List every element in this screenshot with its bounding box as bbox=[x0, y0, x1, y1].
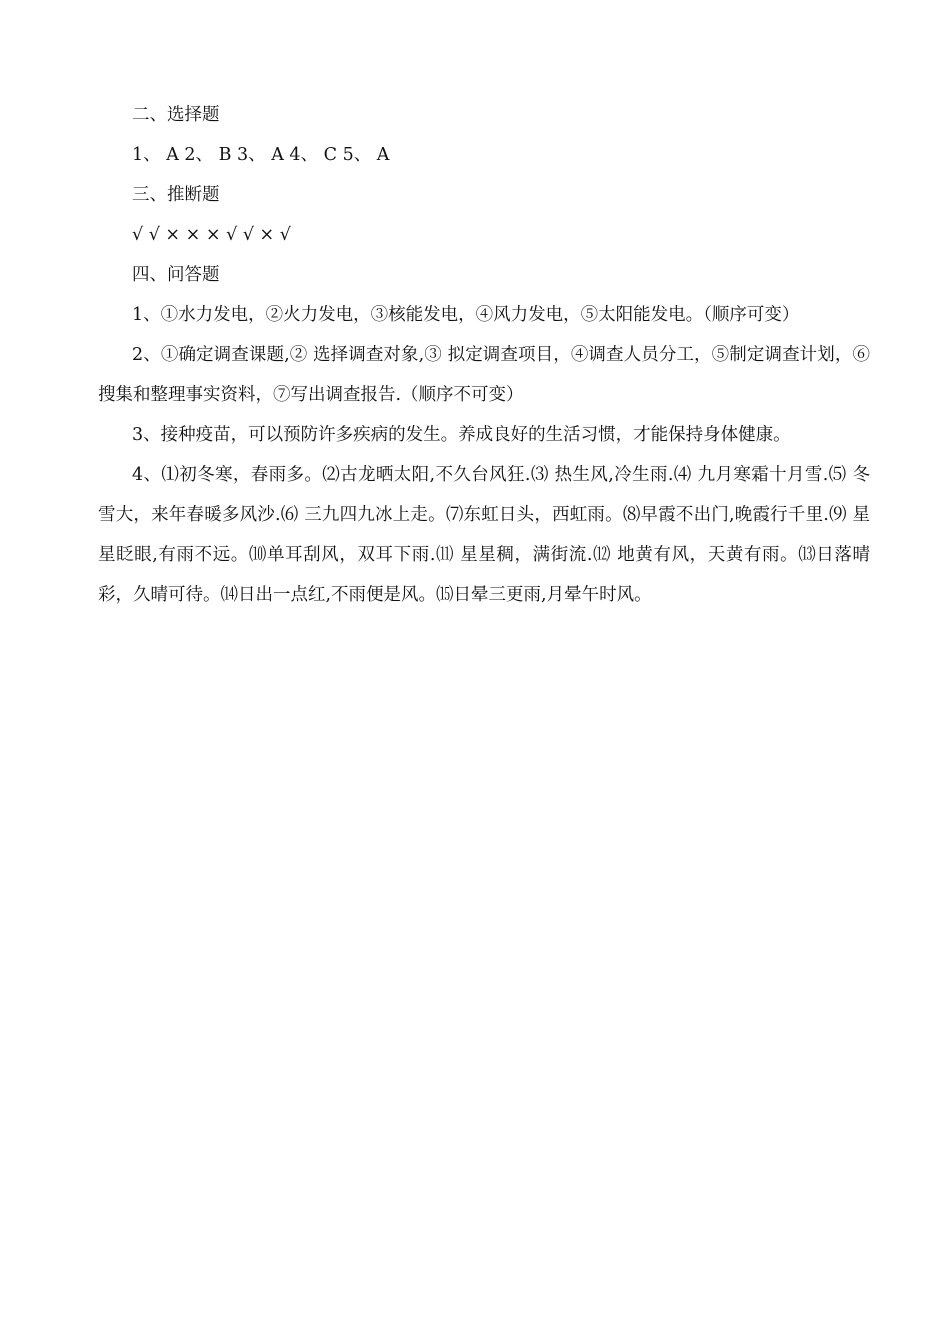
short-answer-1: 1、①水力发电，②火力发电，③核能发电，④风力发电，⑤太阳能发电。（顺序可变） bbox=[132, 305, 800, 325]
section-heading-multiple-choice: 二、选择题 bbox=[132, 105, 220, 125]
short-answer-2: 2、①确定调查课题,② 选择调查对象,③ 拟定调查项目，④调查人员分工，⑤制定调查计划，⑥搜集和整理事实资料，⑦写出调查报告.（顺序不可变） bbox=[98, 345, 870, 405]
multiple-choice-answers: 1、 A 2、 B 3、 A 4、 C 5、 A bbox=[132, 145, 390, 165]
short-answer-4: 4、⑴初冬寒，春雨多。⑵古龙晒太阳,不久台风狂.⑶ 热生风,冷生雨.⑷ 九月寒霜十月雪.⑸ 冬雪大，来年春暖多风沙.⑹ 三九四九冰上走。⑺东虹日头，西虹雨。⑻早霞不出门,晚霞行千里.⑼ 星星眨眼,有雨不远。⑽单耳刮风，双耳下雨.⑾ 星星稠，满街流.⑿ 地黄有风，天黄有雨。⒀日落晴彩，久晴可待。⒁日出一点红,不雨便是风。⒂日晕三更雨,月晕午时风。 bbox=[98, 465, 870, 605]
section-heading-short-answer: 四、问答题 bbox=[132, 265, 220, 285]
answer-key-content bbox=[98, 95, 870, 615]
judgement-answers: √ √ × × × √ √ × √ bbox=[132, 225, 291, 245]
short-answer-3: 3、接种疫苗，可以预防许多疾病的发生。养成良好的生活习惯，才能保持身体健康。 bbox=[132, 425, 791, 445]
section-heading-judgement: 三、推断题 bbox=[132, 185, 220, 205]
